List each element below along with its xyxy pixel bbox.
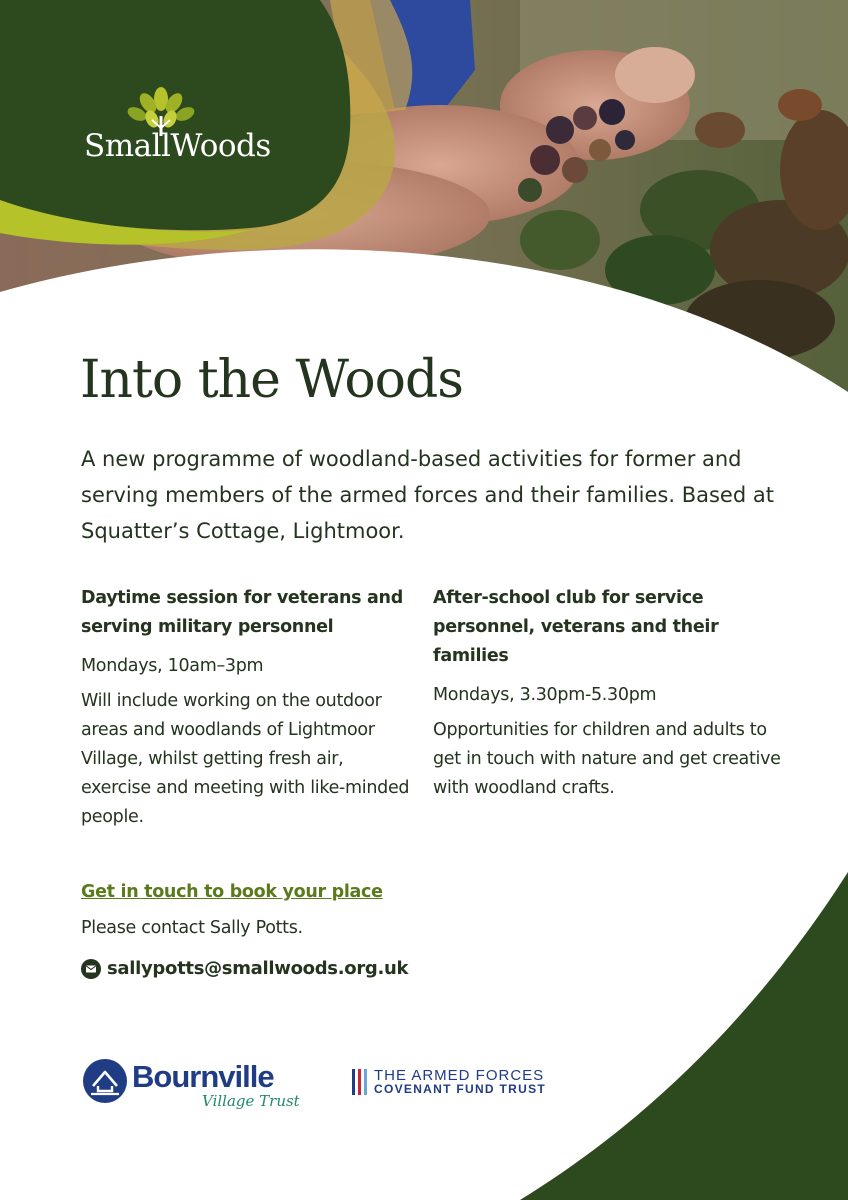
book-place-link[interactable]: Get in touch to book your place xyxy=(81,882,383,902)
session-daytime xyxy=(81,584,417,832)
bournville-name: Bournville xyxy=(132,1059,274,1094)
intro-text: A new programme of woodland-based activities for former and serving members of the armed forces and their families. Based at Squatter’s Cottage, Lightmoor. xyxy=(81,447,774,543)
contact-section xyxy=(81,878,501,983)
mail-icon xyxy=(81,959,101,979)
session-description: Opportunities for children and adults to get in touch with nature and get creative with woodland crafts. xyxy=(433,720,781,798)
bournville-house-icon xyxy=(82,1058,128,1104)
brand-name: SmallWoods xyxy=(84,128,271,164)
armed-forces-line2: COVENANT FUND TRUST xyxy=(374,1082,547,1096)
contact-text: Please contact Sally Potts. xyxy=(81,918,303,938)
session-heading: After-school club for service personnel, veterans and their families xyxy=(433,588,719,666)
smallwoods-logo xyxy=(84,86,284,168)
email-row xyxy=(81,955,501,983)
flag-stripes-icon xyxy=(352,1069,368,1095)
hero-photo xyxy=(0,0,848,400)
bournville-subtitle: Village Trust xyxy=(202,1092,300,1110)
session-time: Mondays, 10am–3pm xyxy=(81,656,264,676)
bournville-logo xyxy=(82,1056,302,1120)
email-link[interactable]: sallypotts@smallwoods.org.uk xyxy=(107,958,409,979)
armed-forces-line1: THE ARMED FORCES xyxy=(374,1067,545,1084)
page-title: Into the Woods xyxy=(80,350,463,410)
session-heading: Daytime session for veterans and serving military personnel xyxy=(81,588,403,637)
session-description: Will include working on the outdoor areas and woodlands of Lightmoor Village, whilst getting fresh air, exercise and meeting with like-minded people. xyxy=(81,691,410,827)
session-after-school xyxy=(433,584,793,803)
session-time: Mondays, 3.30pm-5.30pm xyxy=(433,685,657,705)
